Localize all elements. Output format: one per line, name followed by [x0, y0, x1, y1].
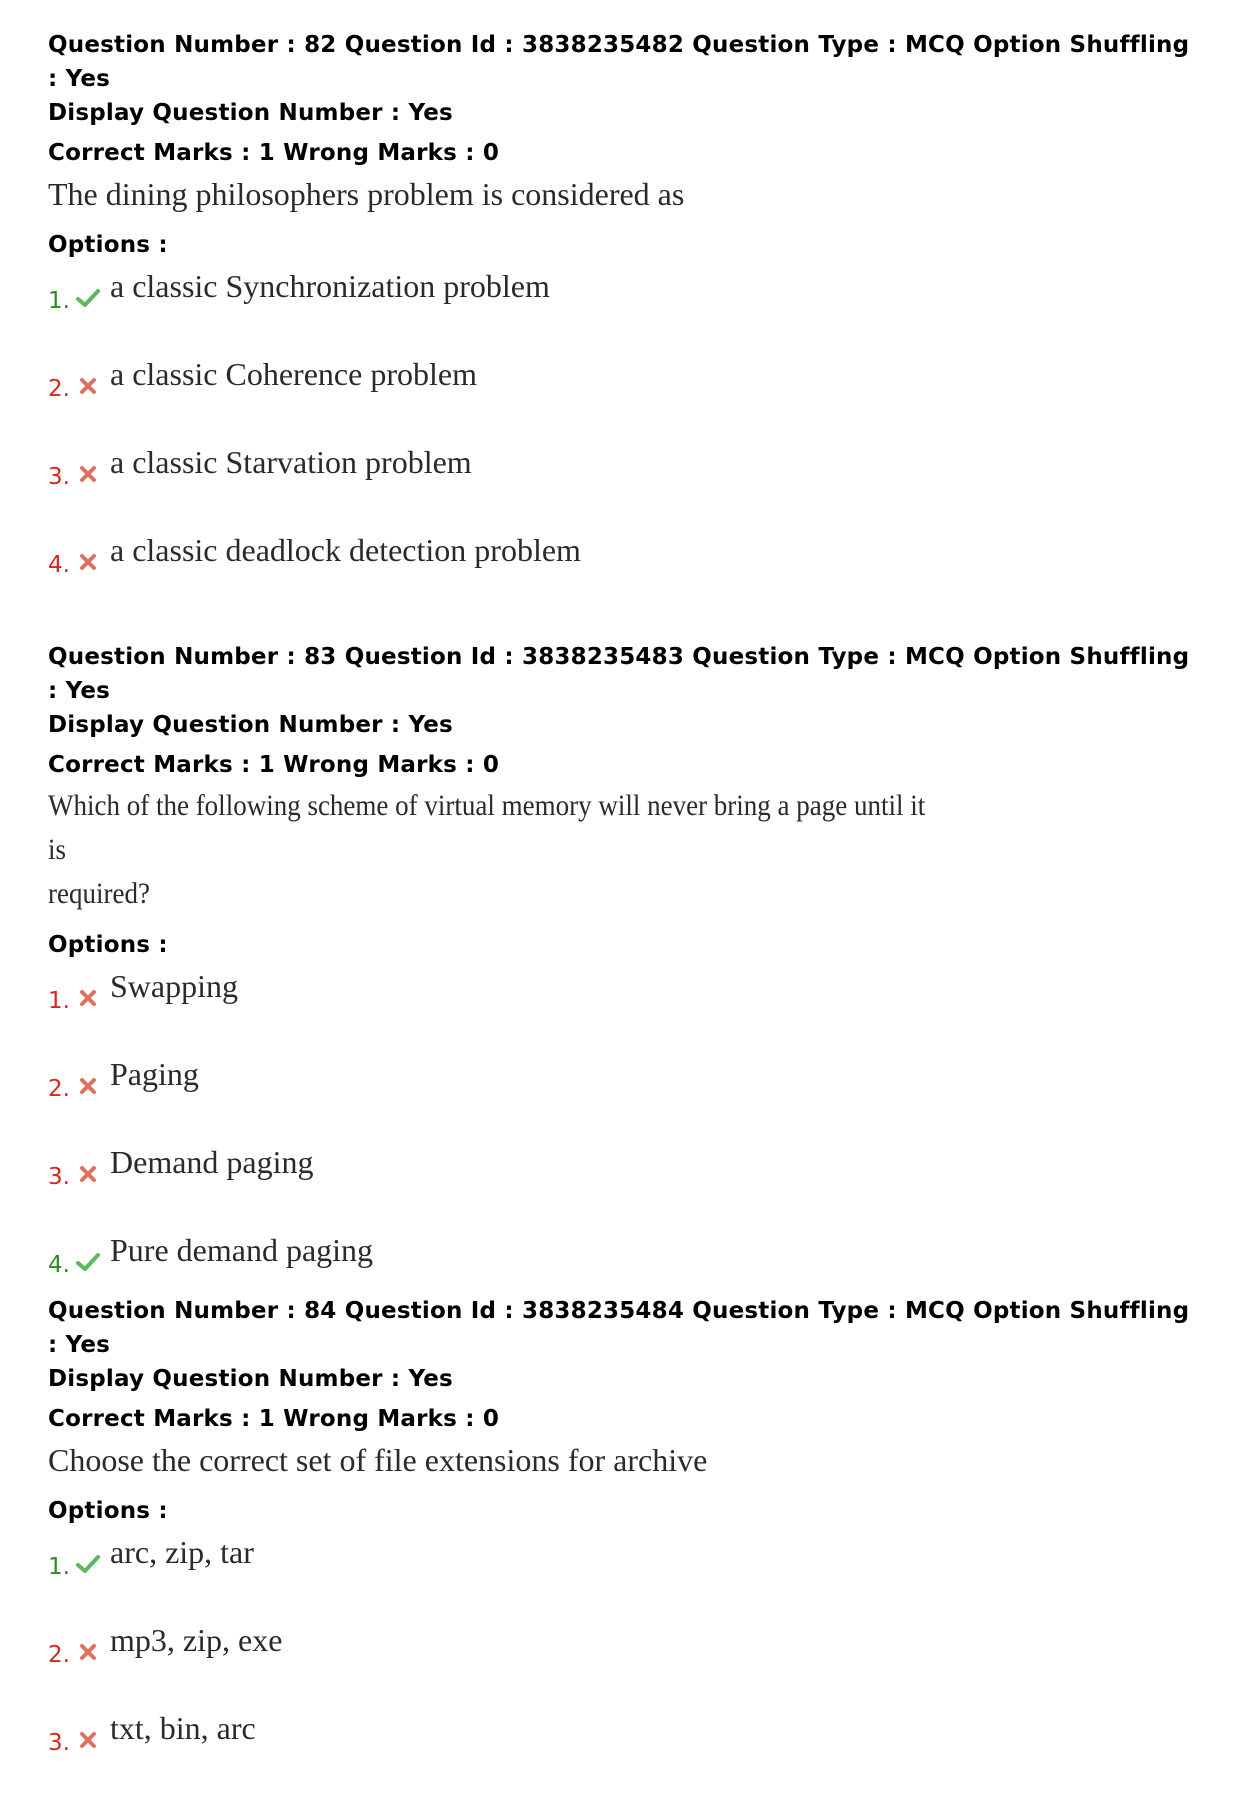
option-text: txt, bin, arc: [110, 1710, 256, 1746]
option-1: [48, 1534, 1198, 1622]
question-meta: Question Number : 83 Question Id : 3838235483 Question Type : MCQ Option Shuffling : Yes: [48, 644, 1190, 704]
option-text: Pure demand paging: [110, 1232, 374, 1268]
option-number: 1.: [48, 1554, 70, 1580]
marks-info: Correct Marks : 1 Wrong Marks : 0: [48, 752, 500, 778]
cross-icon: [76, 1728, 100, 1752]
option-4: [48, 532, 1198, 620]
options-label: Options :: [48, 932, 168, 958]
option-text: Swapping: [110, 968, 238, 1004]
options-label: Options :: [48, 232, 168, 258]
options-label: Options :: [48, 1498, 168, 1524]
cross-icon: [76, 550, 100, 574]
option-number: 3.: [48, 464, 70, 490]
option-number: 2.: [48, 376, 70, 402]
cross-icon: [76, 374, 100, 398]
option-3: [48, 1144, 1198, 1232]
option-text: Paging: [110, 1056, 199, 1092]
check-icon: [76, 1250, 100, 1274]
option-number: 3.: [48, 1730, 70, 1756]
option-number: 2.: [48, 1642, 70, 1668]
question-text: [48, 784, 948, 916]
option-number: 2.: [48, 1076, 70, 1102]
option-1: [48, 968, 1198, 1056]
question-meta: Question Number : 82 Question Id : 3838235482 Question Type : MCQ Option Shuffling : Yes: [48, 32, 1190, 92]
cross-icon: [76, 462, 100, 486]
options-list: [48, 968, 1198, 1320]
option-text: a classic Coherence problem: [110, 356, 477, 392]
option-3: [48, 444, 1198, 532]
marks-info: Correct Marks : 1 Wrong Marks : 0: [48, 1406, 500, 1432]
question-84: [48, 1294, 1198, 1798]
option-number: 1.: [48, 288, 70, 314]
option-number: 4.: [48, 1252, 70, 1278]
options-list: [48, 268, 1198, 620]
question-text-line-1: Which of the following scheme of virtual memory will never bring a page until it is: [48, 789, 926, 866]
cross-icon: [76, 1162, 100, 1186]
option-3: [48, 1710, 1198, 1798]
cross-icon: [76, 1640, 100, 1664]
option-number: 4.: [48, 552, 70, 578]
option-text: a classic deadlock detection problem: [110, 532, 581, 568]
question-text: The dining philosophers problem is considered as: [48, 176, 685, 212]
check-icon: [76, 1552, 100, 1576]
option-2: [48, 356, 1198, 444]
option-number: 3.: [48, 1164, 70, 1190]
display-question-number: Display Question Number : Yes: [48, 1366, 453, 1392]
option-2: [48, 1622, 1198, 1710]
question-83: [48, 640, 1198, 1320]
option-text: arc, zip, tar: [110, 1534, 254, 1570]
question-text-line-2: required?: [48, 877, 150, 910]
options-list: [48, 1534, 1198, 1798]
option-text: a classic Starvation problem: [110, 444, 472, 480]
question-82: [48, 28, 1198, 620]
check-icon: [76, 286, 100, 310]
option-number: 1.: [48, 988, 70, 1014]
option-text: a classic Synchronization problem: [110, 268, 550, 304]
option-text: mp3, zip, exe: [110, 1622, 283, 1658]
display-question-number: Display Question Number : Yes: [48, 100, 453, 126]
cross-icon: [76, 986, 100, 1010]
question-meta: Question Number : 84 Question Id : 3838235484 Question Type : MCQ Option Shuffling : Yes: [48, 1298, 1190, 1358]
option-2: [48, 1056, 1198, 1144]
question-text: Choose the correct set of file extensions for archive: [48, 1442, 708, 1478]
cross-icon: [76, 1074, 100, 1098]
display-question-number: Display Question Number : Yes: [48, 712, 453, 738]
option-text: Demand paging: [110, 1144, 314, 1180]
marks-info: Correct Marks : 1 Wrong Marks : 0: [48, 140, 500, 166]
option-1: [48, 268, 1198, 356]
